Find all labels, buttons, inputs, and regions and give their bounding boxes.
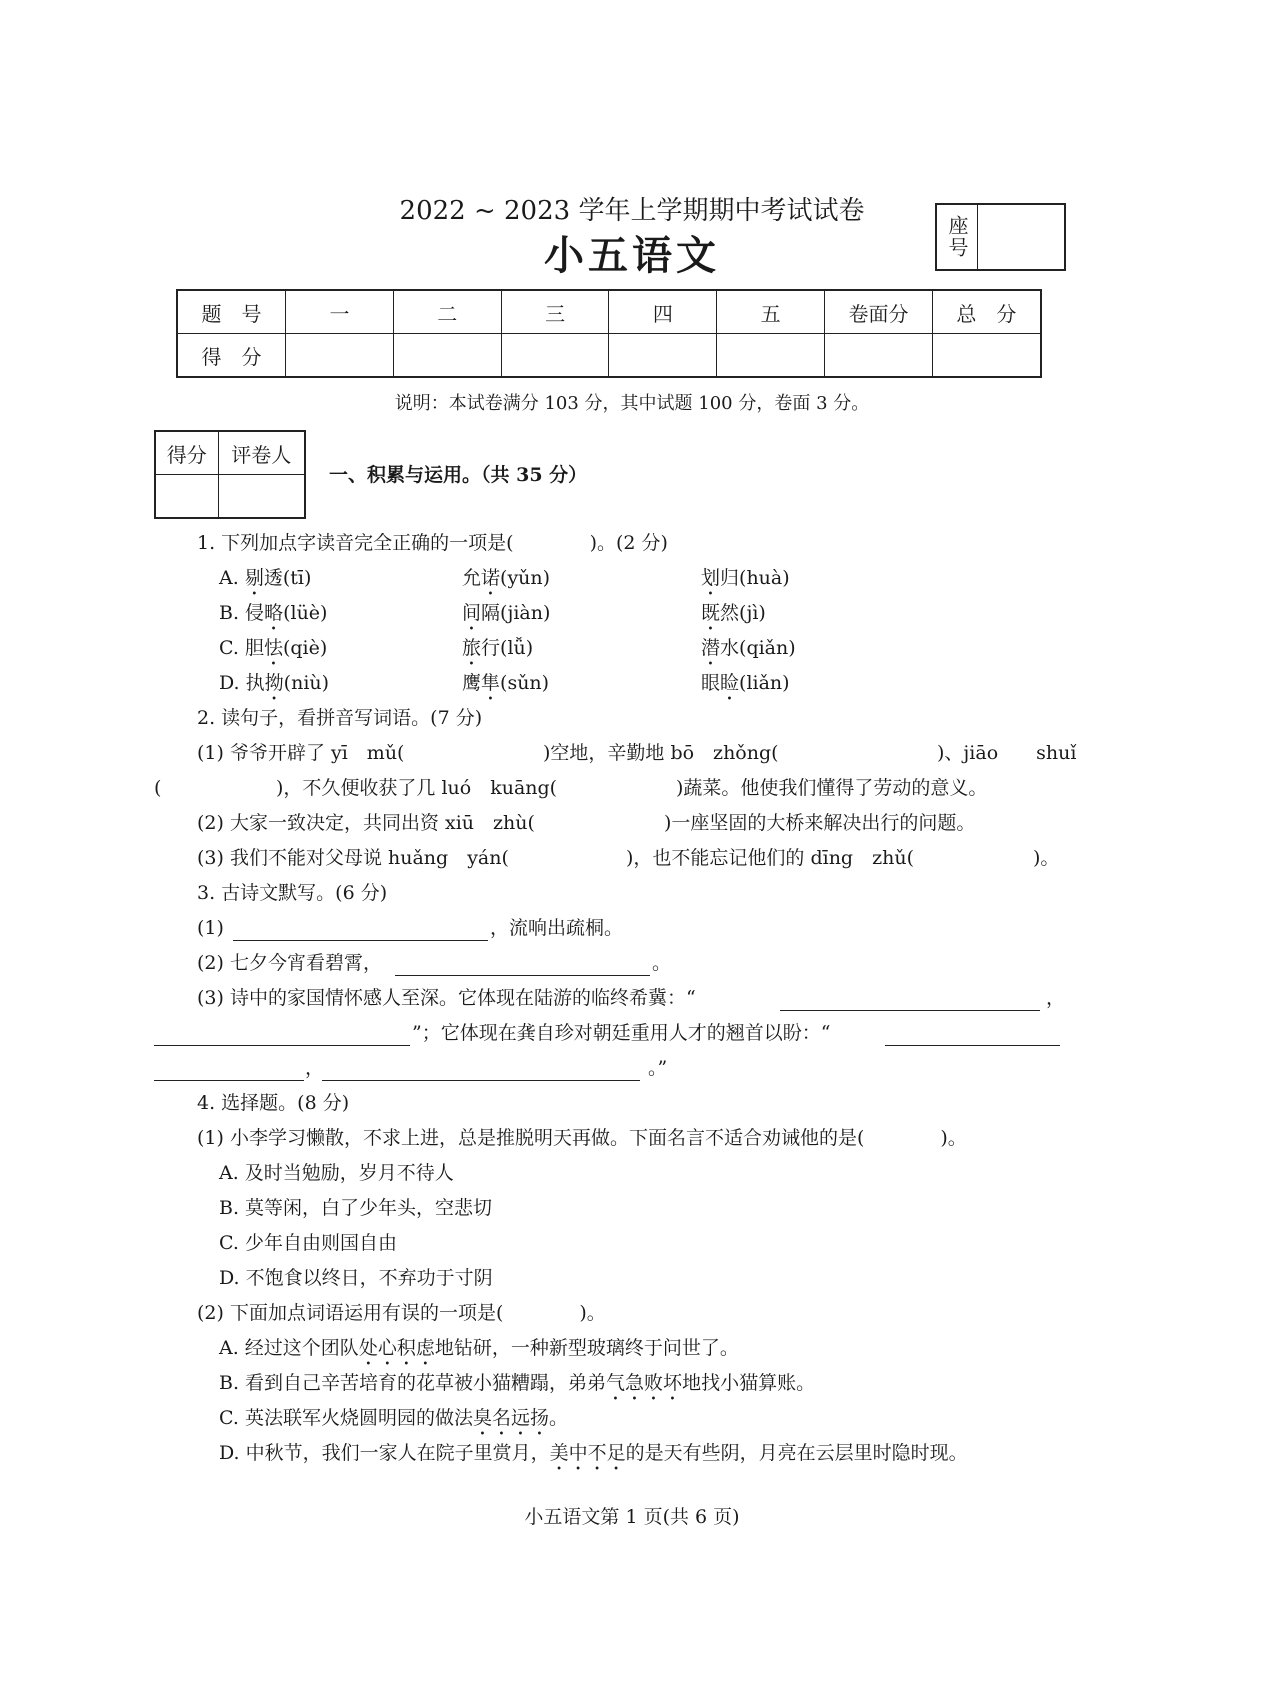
q3-line-3a: (3) 诗中的家国情怀感人至深。它体现在陆游的临终希冀：“: [197, 987, 696, 1009]
q3-line-4a: ”；它体现在龚自珍对朝廷重用人才的翘首以盼：“: [412, 1022, 831, 1044]
q4-part-2-stem: (2) 下面加点词语运用有误的一项是( )。: [197, 1302, 606, 1324]
q2-line-1b: )空地，辛勤地 bō zhǒng(: [543, 742, 779, 764]
score-header-cell: 五: [717, 290, 825, 334]
q3-line-3b: ，: [1046, 987, 1066, 1009]
q3-line-1a: (1): [197, 917, 224, 939]
score-cell[interactable]: [825, 334, 933, 378]
grader-score-cell[interactable]: [155, 475, 218, 519]
score-header-cell: 三: [501, 290, 609, 334]
score-row-label: 得 分: [177, 334, 286, 378]
q2-line-1a: (1) 爷爷开辟了 yī mǔ(: [197, 742, 405, 764]
score-header-cell: 四: [609, 290, 717, 334]
score-header-cell: 一: [286, 290, 394, 334]
section-1-title: 一、积累与运用。（共 35 分）: [329, 464, 588, 486]
q1-option-a-word-2: 允诺(yǔn): [462, 567, 551, 589]
q1-option-a-word-1: A. 剔透(tī): [219, 567, 312, 589]
grader-box: [154, 430, 306, 519]
score-cell[interactable]: [286, 334, 394, 378]
q2-line-4b: )，也不能忘记他们的 dīng zhǔ(: [626, 847, 914, 869]
q1-option-d-word-2: 鹰隼(sǔn): [462, 672, 550, 694]
q2-line-3a: (2) 大家一致决定，共同出资 xiū zhù(: [197, 812, 535, 834]
q3-line-1b: ，流响出疏桐。: [490, 917, 624, 939]
q4-part-1-option-a: A. 及时当勉励，岁月不待人: [219, 1162, 454, 1184]
q4-part-2-option-a: A. 经过这个团队处心积虑地钻研，一种新型玻璃终于问世了。: [219, 1337, 739, 1359]
score-cell[interactable]: [717, 334, 825, 378]
q3-blank-7[interactable]: [322, 1060, 640, 1081]
score-table-score-row: [177, 334, 1041, 378]
q1-option-c-word-2: 旅行(lǚ): [462, 637, 534, 659]
q3-blank-6[interactable]: [154, 1060, 304, 1081]
exam-note: 说明：本试卷满分 103 分，其中试题 100 分，卷面 3 分。: [394, 393, 870, 414]
q1-option-d-word-3: 眼睑(liǎn): [701, 672, 790, 694]
q4-stem: 4. 选择题。(8 分): [197, 1092, 350, 1114]
q3-blank-5[interactable]: [885, 1025, 1060, 1046]
q4-part-2-option-d: D. 中秋节，我们一家人在院子里赏月，美中不足的是天有些阴，月亮在云层里时隐时现。: [219, 1442, 968, 1464]
q4-part-1-option-c: C. 少年自由则国自由: [219, 1232, 397, 1254]
score-table-header-row: [177, 290, 1041, 334]
q2-line-2a: (: [154, 777, 162, 799]
page-footer: 小五语文第 1 页(共 6 页): [524, 1506, 740, 1528]
q3-line-2b: 。: [652, 952, 672, 974]
q4-part-2-option-c: C. 英法联军火烧圆明园的做法臭名远扬。: [219, 1407, 568, 1429]
q4-part-1-option-d: D. 不饱食以终日，不弃功于寸阴: [219, 1267, 493, 1289]
q1-option-d-word-1: D. 执拗(niù): [219, 672, 330, 694]
q1-option-c-word-1: C. 胆怯(qiè): [219, 637, 328, 659]
subject-title: 小五语文: [544, 232, 720, 279]
q3-blank-2[interactable]: [395, 955, 650, 976]
q2-line-2c: )蔬菜。他使我们懂得了劳动的意义。: [676, 777, 988, 799]
seat-number-box[interactable]: [935, 203, 1066, 271]
score-header-cell: 题 号: [177, 290, 286, 334]
q2-line-4a: (3) 我们不能对父母说 huǎng yán(: [197, 847, 509, 869]
q2-line-4c: )。: [1033, 847, 1060, 869]
q4-part-1-option-b: B. 莫等闲，白了少年头，空悲切: [219, 1197, 493, 1219]
score-table: [176, 289, 1042, 378]
q1-option-c-word-3: 潜水(qiǎn): [701, 637, 796, 659]
q3-line-5b: 。”: [648, 1057, 668, 1079]
score-cell[interactable]: [501, 334, 609, 378]
q3-blank-1[interactable]: [233, 920, 488, 941]
q2-line-1c: )、jiāo shuǐ: [937, 742, 1077, 764]
q3-stem: 3. 古诗文默写。(6 分): [197, 882, 388, 904]
score-header-cell: 总 分: [932, 290, 1041, 334]
q1-stem: 1. 下列加点字读音完全正确的一项是( )。(2 分): [197, 532, 668, 554]
score-cell[interactable]: [932, 334, 1041, 378]
q3-blank-3[interactable]: [780, 990, 1040, 1011]
q3-line-5a: ，: [305, 1057, 325, 1079]
score-header-cell: 卷面分: [825, 290, 933, 334]
q2-line-3b: )一座坚固的大桥来解决出行的问题。: [664, 812, 976, 834]
score-cell[interactable]: [609, 334, 717, 378]
score-cell[interactable]: [393, 334, 501, 378]
score-header-cell: 二: [393, 290, 501, 334]
q2-stem: 2. 读句子，看拼音写词语。(7 分): [197, 707, 483, 729]
exam-title: 2022 ~ 2023 学年上学期期中考试试卷: [399, 196, 865, 226]
q3-blank-4[interactable]: [154, 1025, 410, 1046]
grader-score-label: 得分: [155, 431, 218, 475]
grader-name-label: 评卷人: [218, 431, 305, 475]
q3-line-2a: (2) 七夕今宵看碧霄，: [197, 952, 382, 974]
q1-option-b-word-2: 间隔(jiàn): [462, 602, 551, 624]
q1-option-b-word-1: B. 侵略(lüè): [219, 602, 328, 624]
q1-option-a-word-3: 划归(huà): [701, 567, 790, 589]
q4-part-1-stem: (1) 小李学习懒散，不求上进，总是推脱明天再做。下面名言不适合劝诫他的是( )。: [197, 1127, 967, 1149]
q4-part-2-option-b: B. 看到自己辛苦培育的花草被小猫糟蹋，弟弟气急败坏地找小猫算账。: [219, 1372, 816, 1394]
q2-line-2b: )，不久便收获了几 luó kuāng(: [276, 777, 558, 799]
grader-name-cell[interactable]: [218, 475, 305, 519]
seat-number-label: 座号: [937, 205, 978, 269]
q1-option-b-word-3: 既然(jì): [701, 602, 766, 624]
